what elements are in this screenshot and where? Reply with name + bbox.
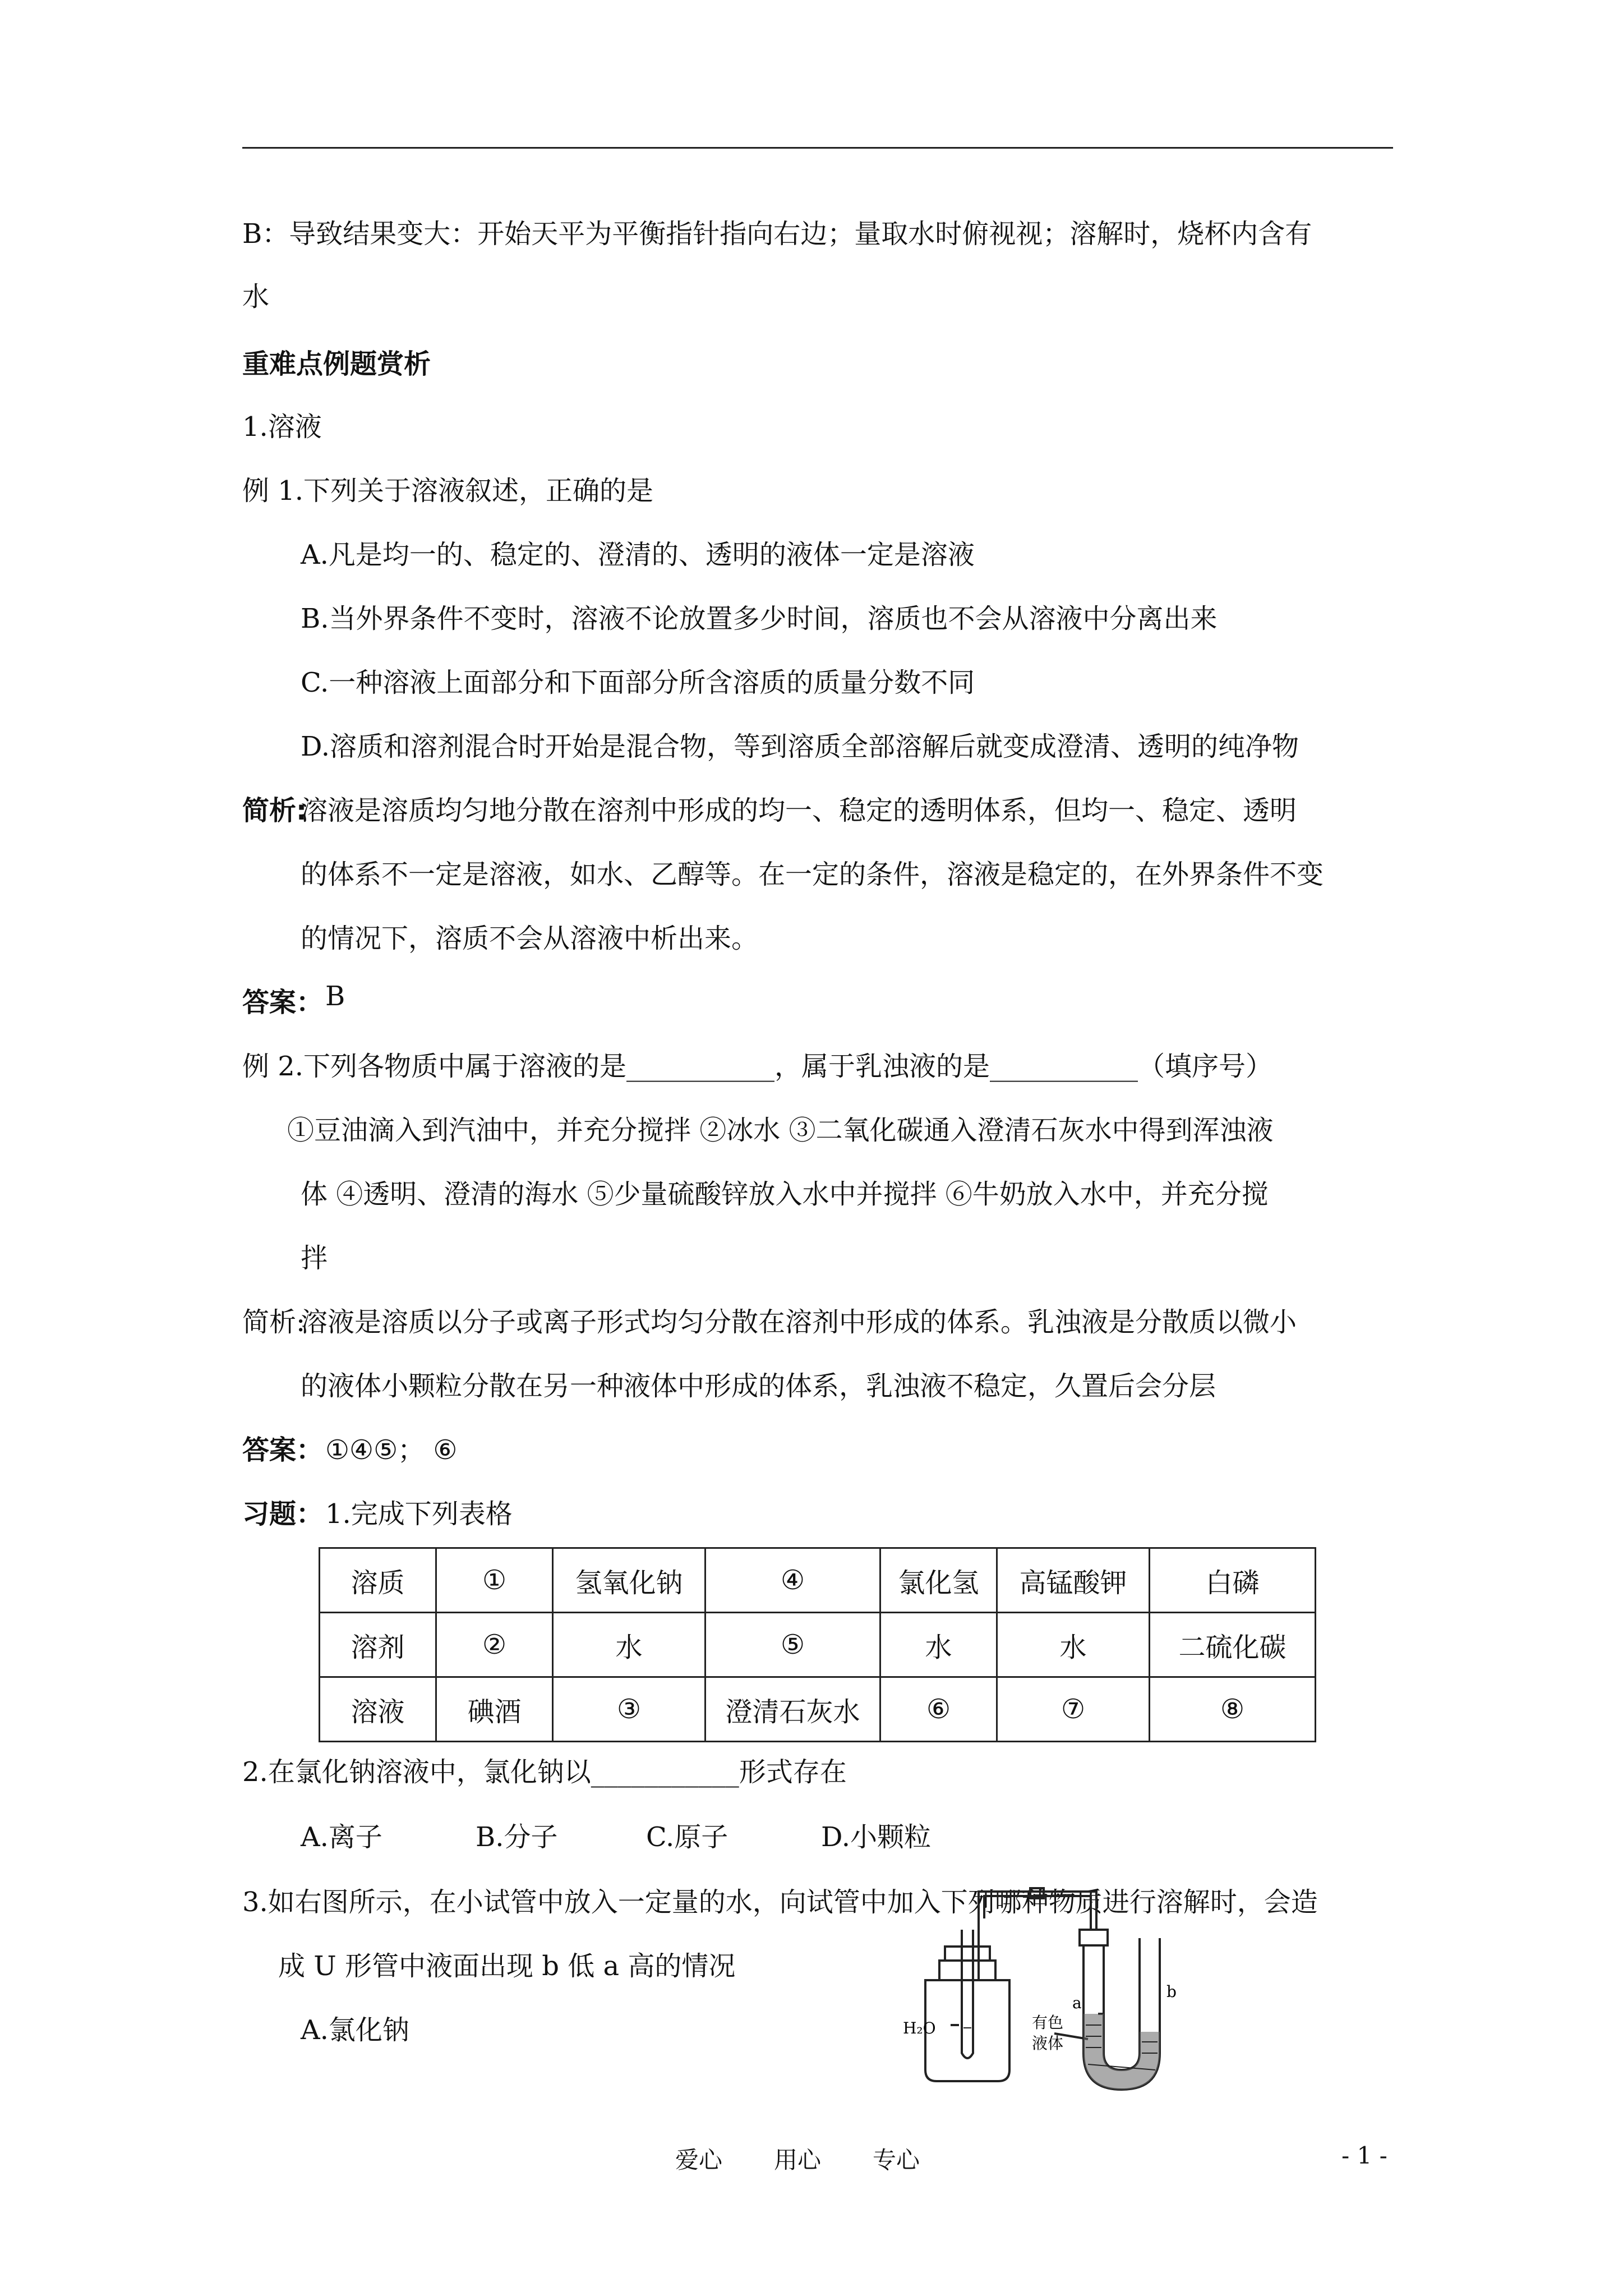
table-cell: ② [436, 1613, 553, 1677]
example2-items-line1: ①豆油滴入到汽油中，并充分搅拌 ②冰水 ③二氧化碳通入澄清石灰水中得到浑浊液 [287, 1115, 1274, 1146]
section-title: 重难点例题赏析 [242, 348, 431, 380]
table-cell: 高锰酸钾 [997, 1548, 1150, 1613]
q2-option-d: D.小颗粒 [821, 1821, 932, 1853]
header-rule [242, 147, 1393, 149]
example2-question: 例 2.下列各物质中属于溶液的是___________，属于乳浊液的是___________（填序号） [242, 1051, 1273, 1082]
footer-left: 爱心 [675, 2146, 723, 2174]
example2-answer-label: 答案： [242, 1434, 324, 1466]
example1-option-c: C.一种溶液上面部分和下面部分所含溶质的质量分数不同 [301, 667, 975, 698]
q3-option-a: A.氯化钠 [301, 2014, 409, 2046]
table-cell: 二硫化碳 [1150, 1613, 1316, 1677]
table-cell: 水 [553, 1613, 706, 1677]
table-cell: 溶剂 [320, 1613, 436, 1677]
exercise-q3-line1: 3.如右图所示，在小试管中放入一定量的水，向试管中加入下列哪种物质进行溶解时，会造 [242, 1887, 1318, 1918]
label-b: b [1166, 1982, 1177, 2001]
exercise-q3-line2: 成 U 形管中液面出现 b 低 a 高的情况 [278, 1950, 736, 1982]
example1-option-a: A.凡是均一的、稳定的、澄清的、透明的液体一定是溶液 [301, 539, 975, 570]
table-cell: 溶液 [320, 1677, 436, 1742]
table-row [320, 1613, 1316, 1677]
exercises-label: 习题： [242, 1498, 324, 1530]
example1-answer-label: 答案： [242, 987, 324, 1018]
apparatus-figure [841, 1885, 1178, 2098]
sub-title: 1.溶液 [242, 411, 322, 443]
example1-analysis-line2: 的体系不一定是溶液，如水、乙醇等。在一定的条件，溶液是稳定的，在外界条件不变 [301, 859, 1324, 890]
q2-option-a: A.离子 [301, 1821, 382, 1853]
example1-analysis-label: 简析: [242, 795, 307, 826]
table-cell: 水 [880, 1613, 997, 1677]
table-cell: 水 [997, 1613, 1150, 1677]
table-cell: ⑦ [997, 1677, 1150, 1742]
table-cell: 碘酒 [436, 1677, 553, 1742]
example2-items-line2: 体 ④透明、澄清的海水 ⑤少量硫酸锌放入水中并搅拌 ⑥牛奶放入水中，并充分搅 [301, 1179, 1269, 1210]
table-cell: 氢氧化钠 [553, 1548, 706, 1613]
example2-analysis-line2: 的液体小颗粒分散在另一种液体中形成的体系，乳浊液不稳定，久置后会分层 [301, 1370, 1216, 1402]
table-cell: 澄清石灰水 [706, 1677, 880, 1742]
label-colored-2: 液体 [1032, 2034, 1064, 2053]
table-row [320, 1548, 1316, 1613]
example2-analysis-line1: 溶液是溶质以分子或离子形式均匀分散在溶剂中形成的体系。乳浊液是分散质以微小 [301, 1306, 1297, 1338]
solution-table [319, 1547, 1316, 1742]
example1-answer: B [325, 981, 345, 1012]
label-h2o: H₂O [903, 2019, 936, 2037]
q2-option-c: C.原子 [646, 1821, 728, 1853]
footer-right: 专心 [873, 2146, 920, 2174]
example1-analysis-line1: 溶液是溶质均匀地分散在溶剂中形成的均一、稳定的透明体系，但均一、稳定、透明 [301, 795, 1297, 826]
example2-items-line3: 拌 [301, 1243, 328, 1274]
example2-answer: ①④⑤； ⑥ [325, 1434, 458, 1466]
example1-option-b: B.当外界条件不变时，溶液不论放置多少时间，溶质也不会从溶液中分离出来 [301, 603, 1218, 634]
table-cell: 氯化氢 [880, 1548, 997, 1613]
example1-analysis-line3: 的情况下，溶质不会从溶液中析出来。 [301, 923, 759, 954]
table-cell: 溶质 [320, 1548, 436, 1613]
example1-option-d: D.溶质和溶剂混合时开始是混合物，等到溶质全部溶解后就变成澄清、透明的纯净物 [301, 731, 1299, 762]
q2-option-b: B.分子 [476, 1821, 558, 1853]
exercise-q2: 2.在氯化钠溶液中，氯化钠以___________形式存在 [242, 1756, 847, 1788]
table-cell: ⑤ [706, 1613, 880, 1677]
table-cell: ③ [553, 1677, 706, 1742]
table-cell: ⑥ [880, 1677, 997, 1742]
table-cell: ① [436, 1548, 553, 1613]
label-colored-1: 有色 [1032, 2013, 1064, 2032]
table-row [320, 1677, 1316, 1742]
top-note-line2: 水 [242, 281, 270, 312]
page-number: - 1 - [1341, 2142, 1387, 2169]
table-cell: ⑧ [1150, 1677, 1316, 1742]
example1-question: 例 1.下列关于溶液叙述，正确的是 [242, 475, 654, 507]
example2-analysis-label: 简析: [242, 1306, 306, 1338]
table-cell: 白磷 [1150, 1548, 1316, 1613]
footer-middle: 用心 [774, 2146, 822, 2174]
exercise-q1: 1.完成下列表格 [325, 1498, 513, 1530]
label-a: a [1072, 1994, 1082, 2012]
top-note-line1: B：导致结果变大：开始天平为平衡指针指向右边；量取水时俯视视；溶解时，烧杯内含有 [242, 218, 1312, 250]
table-cell: ④ [706, 1548, 880, 1613]
